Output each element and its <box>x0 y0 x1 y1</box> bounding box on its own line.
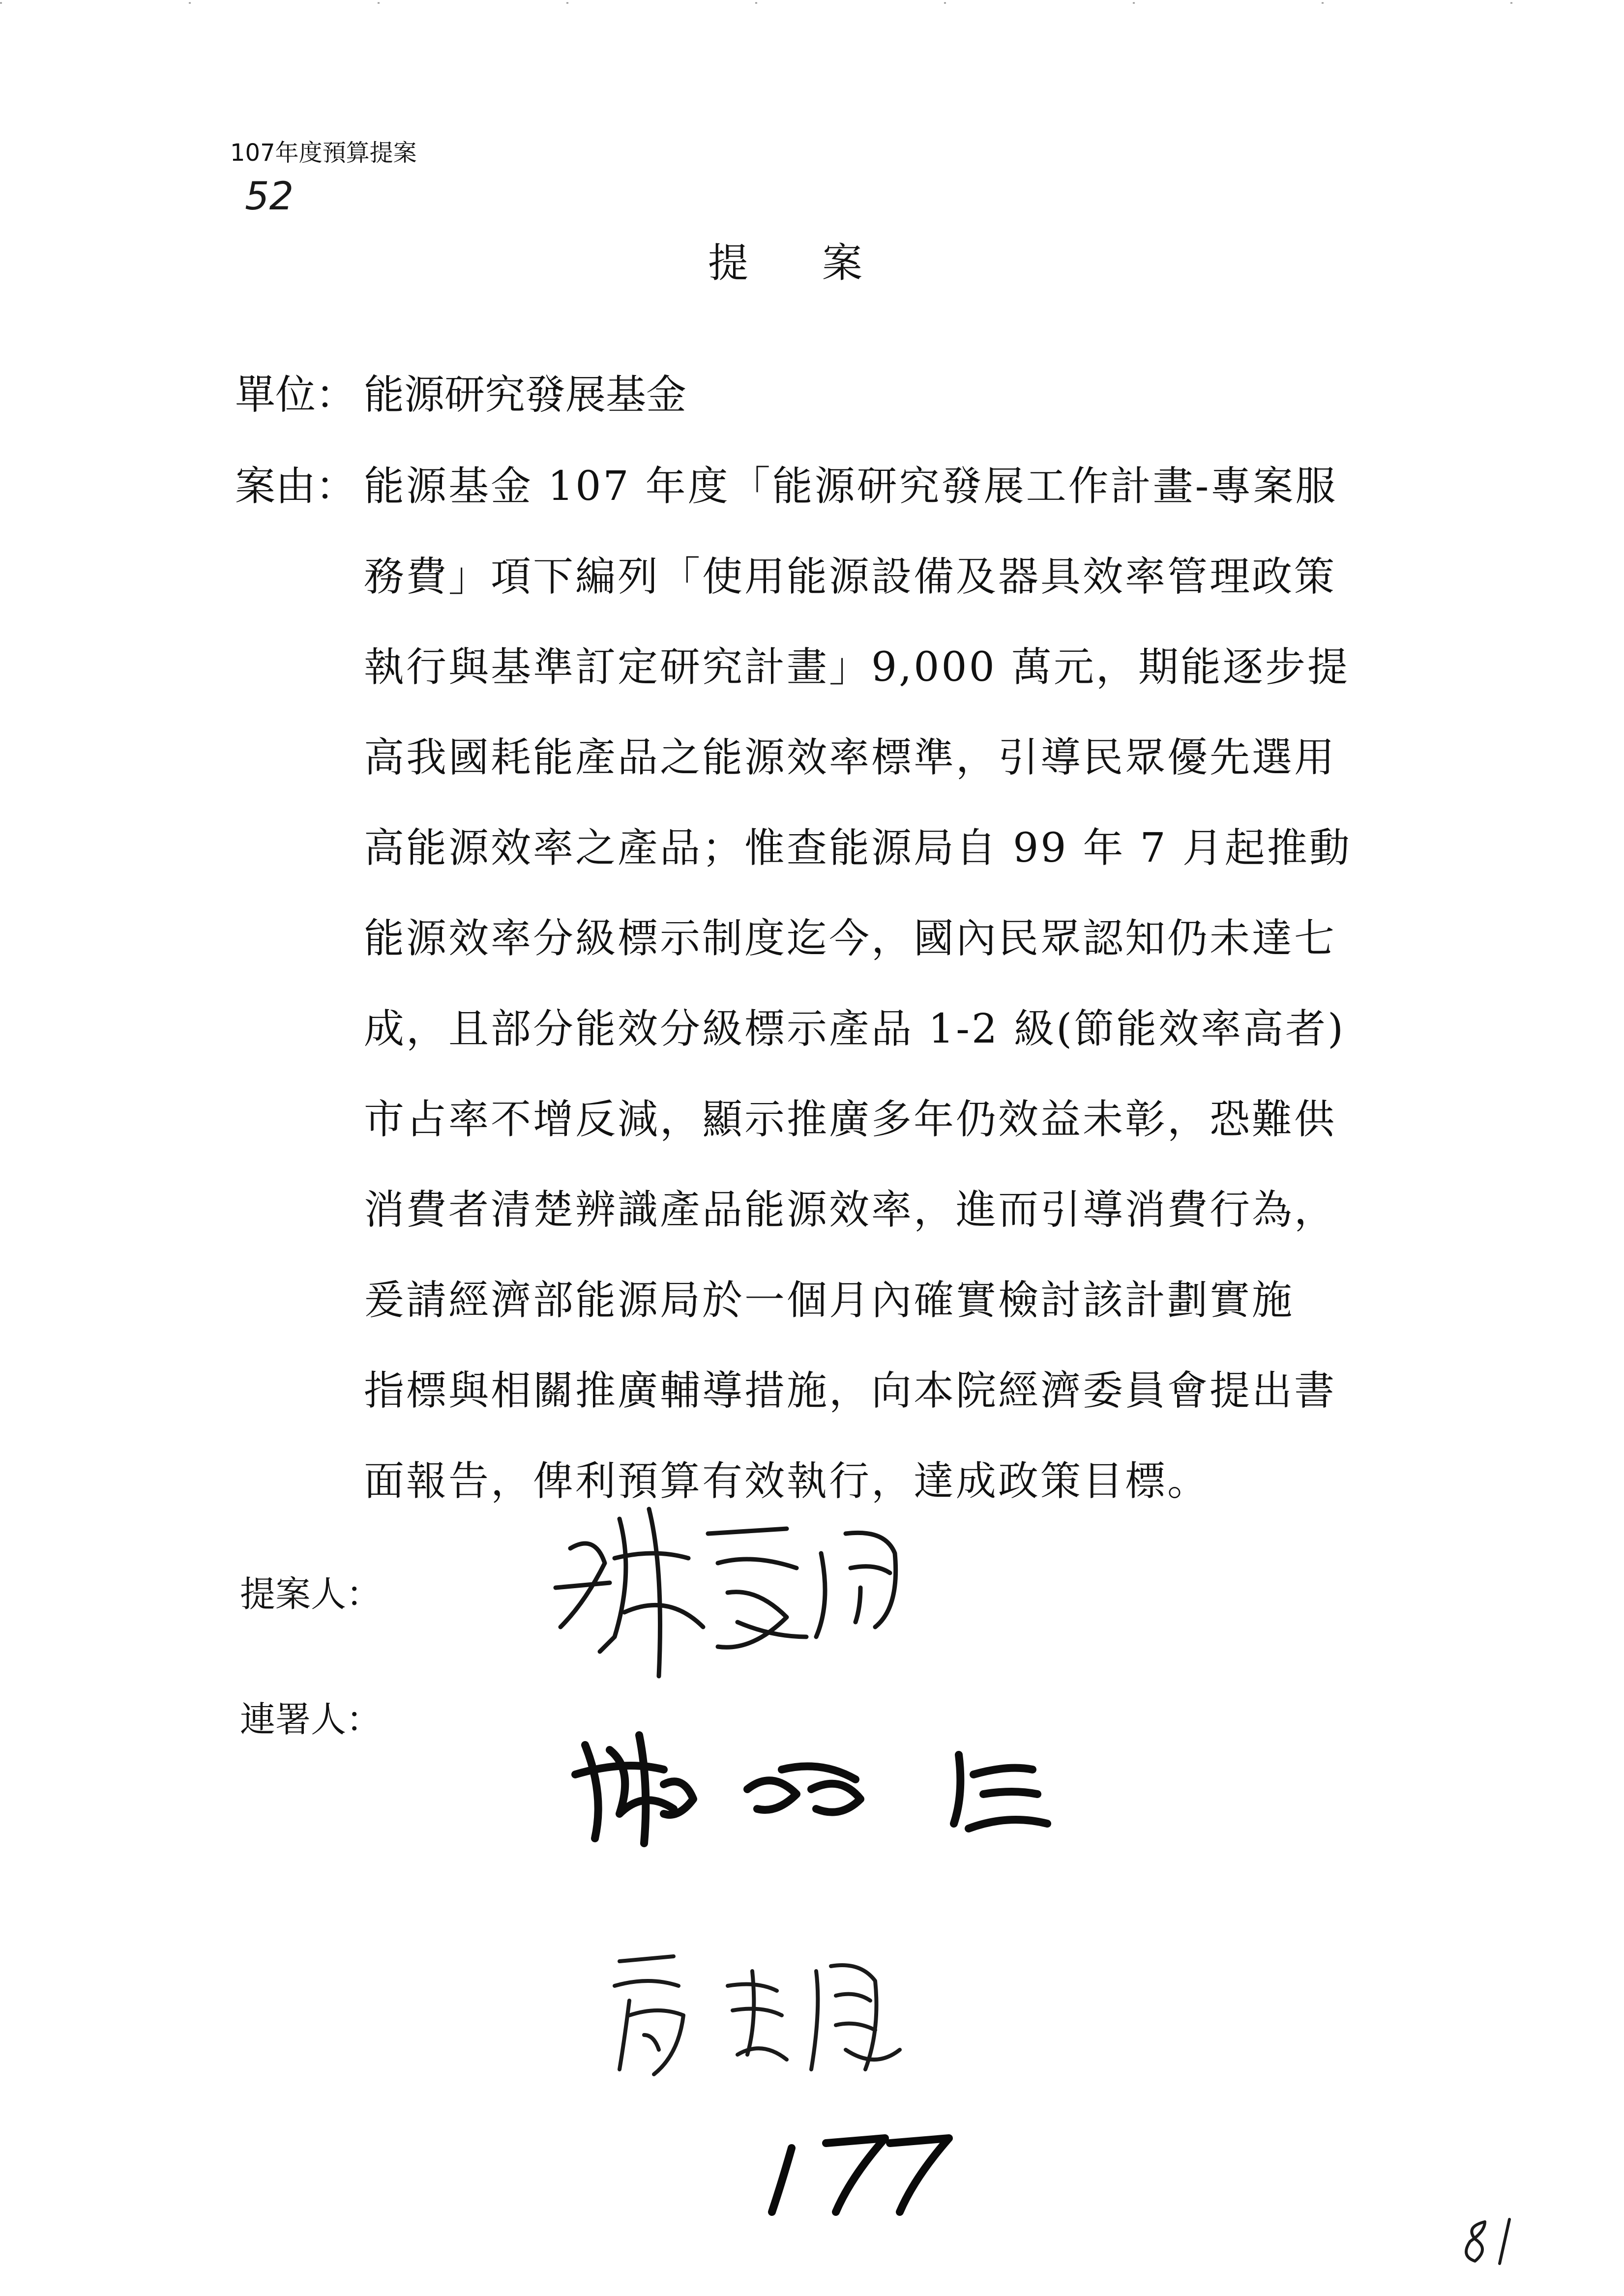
document-title: 提案 <box>708 240 937 287</box>
handwritten-item-number: 52 <box>245 174 294 219</box>
reason-line: 能源基金 107 年度「能源研究發展工作計畫-專案服 <box>364 463 1338 510</box>
handwritten-page-number <box>757 2128 964 2222</box>
reason-line: 市占率不增反減，顯示推廣多年仍效益未彰，恐難供 <box>364 1096 1337 1143</box>
unit-label: 單位： <box>235 372 356 418</box>
cosigner-label: 連署人： <box>240 1699 382 1740</box>
handwritten-corner-number <box>1455 2212 1529 2271</box>
reason-line: 消費者清楚辨識產品能源效率，進而引導消費行為， <box>364 1187 1337 1233</box>
page-number-text: 177 <box>757 2128 758 2129</box>
proposer-signature <box>541 1489 944 1696</box>
cosigner-signature <box>565 1715 1082 1853</box>
reason-line: 高能源效率之產品；惟查能源局自 99 年 7 月起推動 <box>364 825 1352 872</box>
proposer-label: 提案人： <box>240 1573 382 1615</box>
budget-proposal-header: 107年度預算提案 <box>230 139 417 167</box>
unit-value: 能源研究發展基金 <box>364 372 687 418</box>
reason-line: 面報告，俾利預算有效執行，達成政策目標。 <box>364 1458 1210 1505</box>
reason-label: 案由： <box>235 463 356 510</box>
cosigner-signature <box>600 1942 915 2089</box>
reason-line: 指標與相關推廣輔導措施，向本院經濟委員會提出書 <box>364 1367 1337 1414</box>
reason-line: 高我國耗能產品之能源效率標準，引導民眾優先選用 <box>364 734 1337 781</box>
reason-line: 務費」項下編列「使用能源設備及器具效率管理政策 <box>364 553 1337 600</box>
scan-edge-marks <box>0 0 1624 20</box>
reason-line: 能源效率分級標示制度迄今，國內民眾認知仍未達七 <box>364 915 1337 962</box>
reason-line: 爰請經濟部能源局於一個月內確實檢討該計劃實施 <box>364 1277 1295 1324</box>
reason-line: 成，且部分能效分級標示產品 1-2 級(節能效率高者) <box>364 1006 1346 1052</box>
reason-line: 執行與基準訂定研究計畫」9,000 萬元，期能逐步提 <box>364 644 1350 691</box>
